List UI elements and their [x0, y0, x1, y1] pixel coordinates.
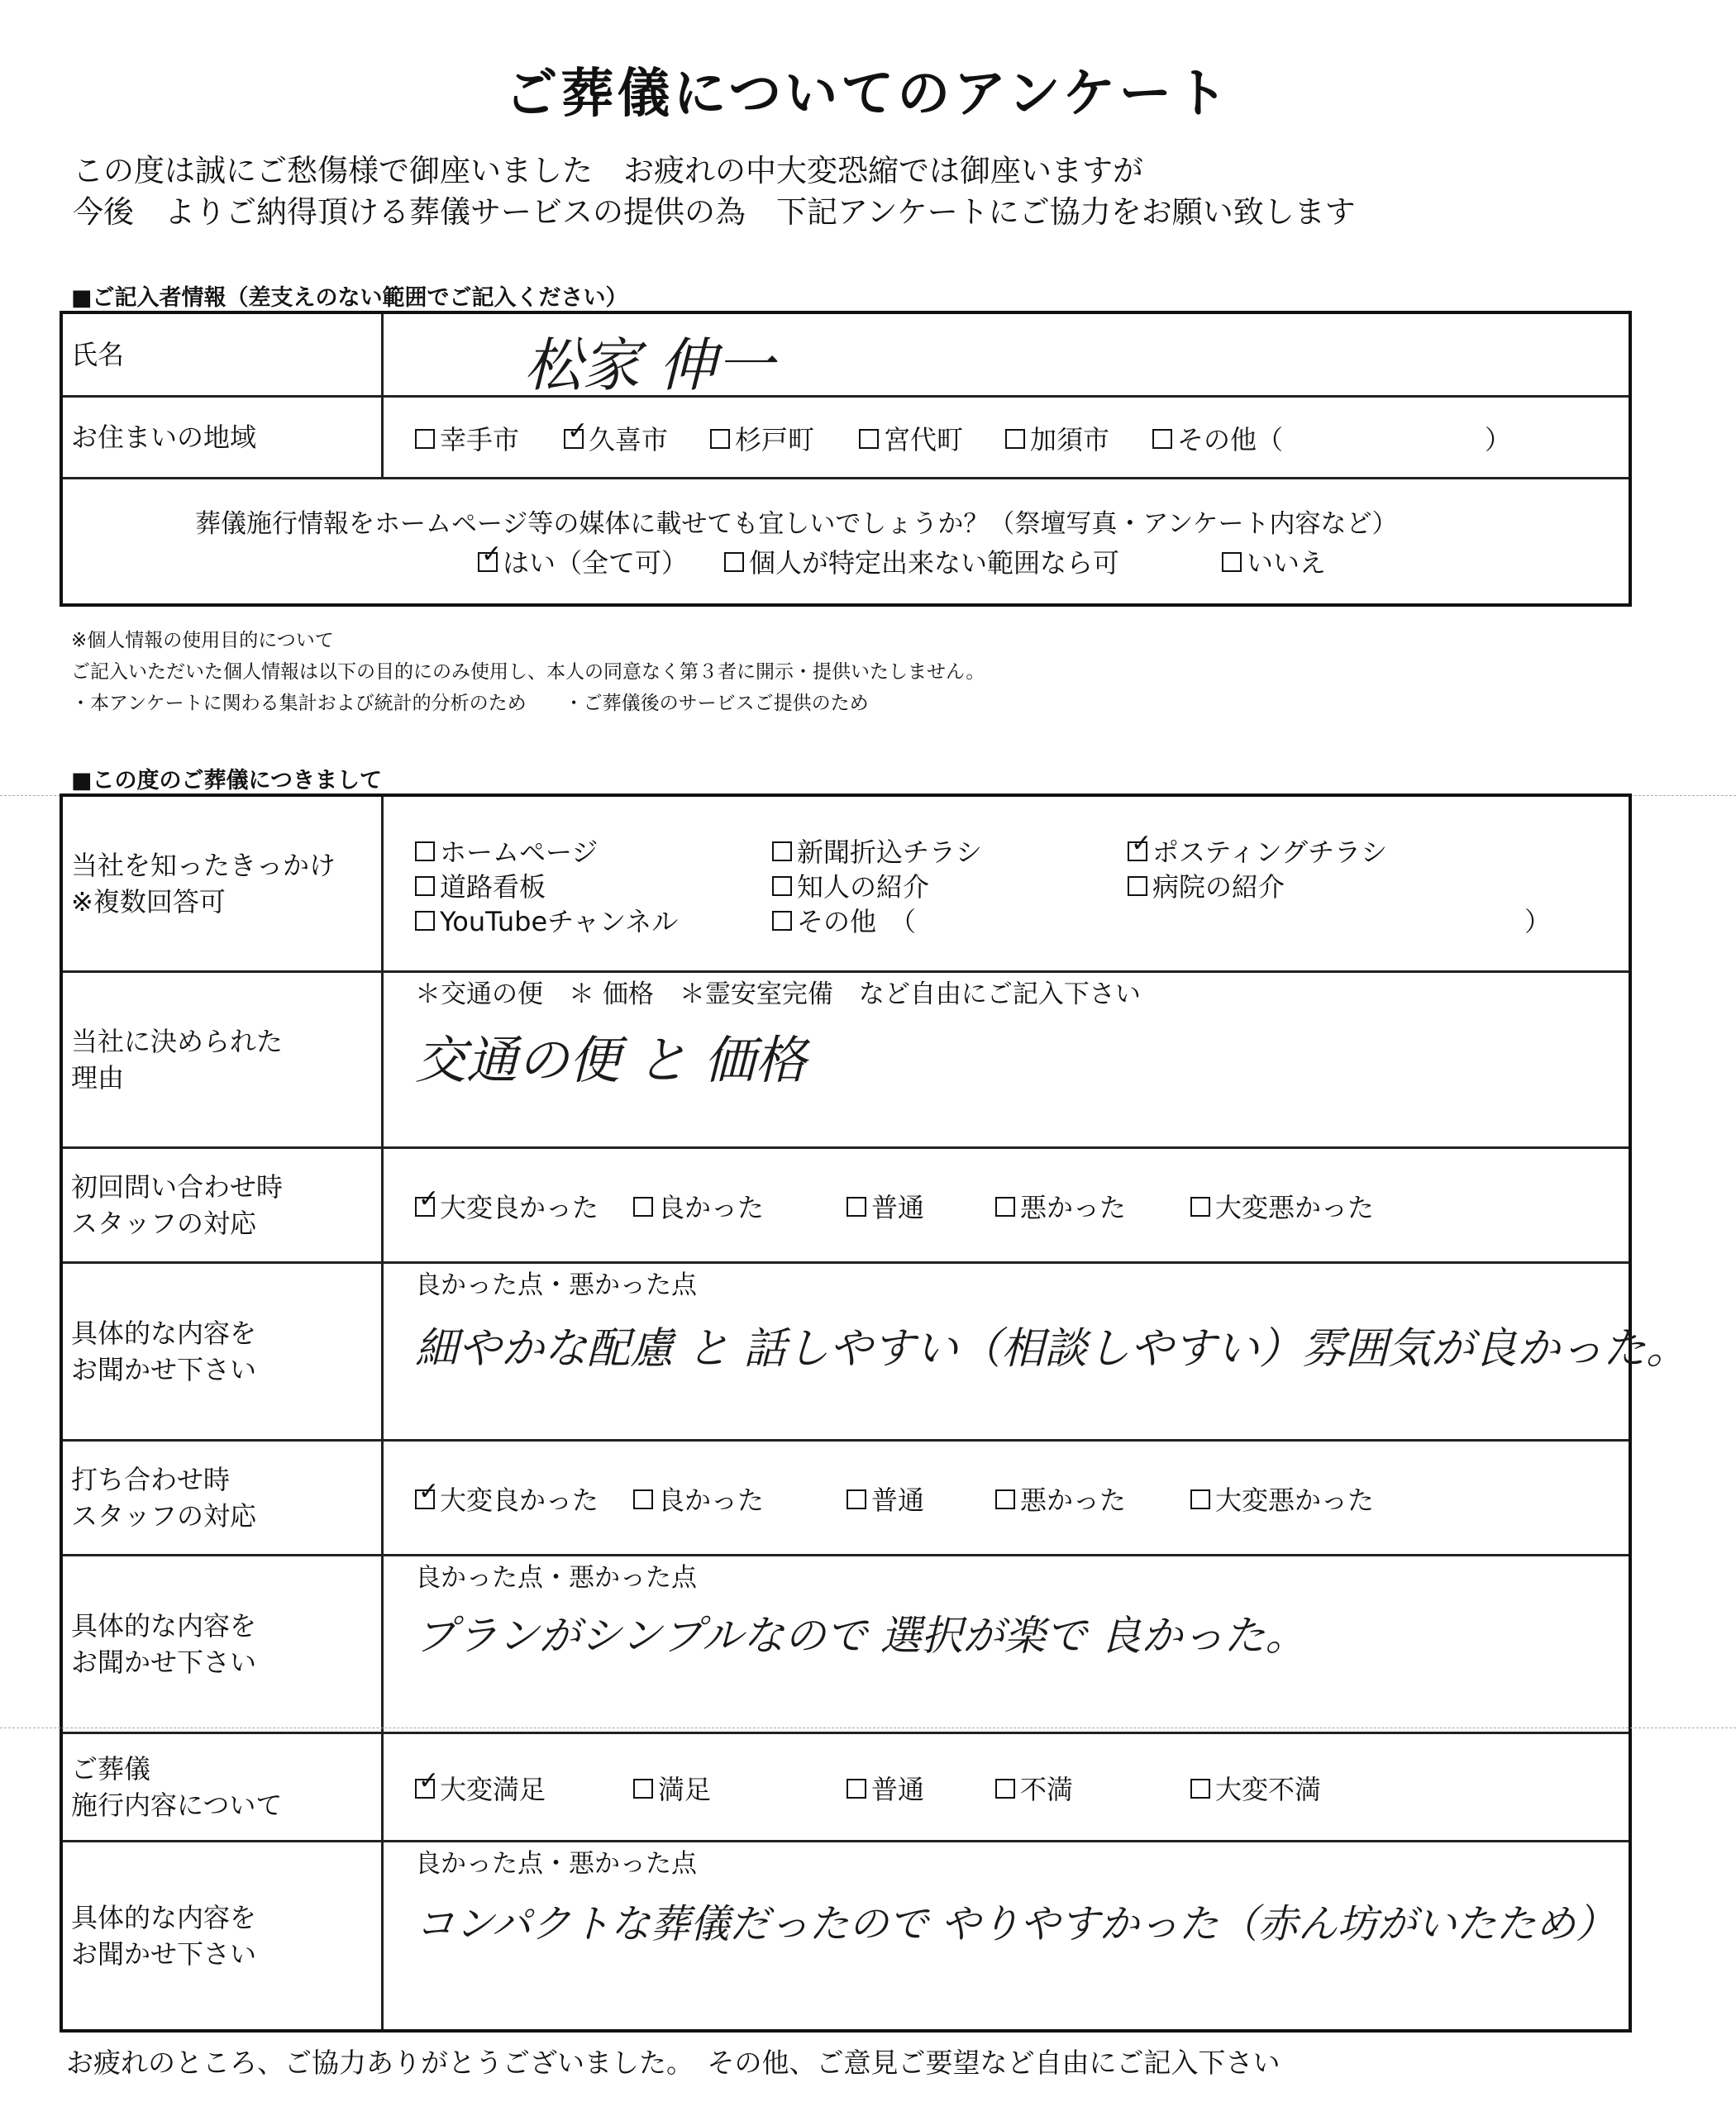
checkbox-icon — [995, 1779, 1015, 1799]
checkbox-icon — [772, 911, 792, 931]
region-cell — [383, 397, 1631, 479]
checkbox-icon — [415, 1477, 440, 1509]
checkbox-icon — [415, 876, 435, 896]
checkbox-icon — [415, 1184, 440, 1217]
q3-cell — [383, 1148, 1631, 1263]
checkmark-icon: ✓ — [567, 417, 589, 446]
checkbox-icon — [1128, 876, 1147, 896]
q7-option-dissatisfied[interactable]: 不満 — [995, 1769, 1073, 1807]
q1-option-posting[interactable]: ✓ ポスティングチラシ — [1128, 832, 1387, 870]
privacy-text: ご記入いただいた個人情報は以下の目的にのみ使用し、本人の同意なく第３者に開示・提供いたしません。 — [71, 661, 985, 683]
q7-label: ご葬儀 施行内容について — [61, 1733, 383, 1842]
intro-line-1: この度は誠にご愁傷様で御座いました お疲れの中大変恐縮では御座いますが — [73, 153, 1143, 188]
q8-hint: 良かった点・悪かった点 — [415, 1849, 697, 1879]
q4-hint: 良かった点・悪かった点 — [415, 1270, 697, 1300]
publish-option-partial[interactable]: 個人が特定出来ない範囲なら可 — [724, 542, 1119, 580]
q3-option-good[interactable]: 良かった — [633, 1187, 764, 1225]
q2-cell[interactable] — [383, 972, 1631, 1148]
checkbox-icon — [772, 876, 792, 896]
q1-option-acquaintance[interactable]: 知人の紹介 — [772, 866, 929, 904]
checkmark-icon: ✓ — [418, 1184, 440, 1213]
q1-cell — [383, 795, 1631, 972]
intro-line-2: 今後 よりご納得頂ける葬儀サービスの提供の為 下記アンケートにご協力をお願い致します — [73, 194, 1356, 230]
q5-option-very-good[interactable]: ✓ 大変良かった — [415, 1480, 599, 1518]
publish-question: 葬儀施行情報をホームページ等の媒体に載せても宜しいでしょうか？（祭壇写真・アンケート内容など） — [195, 509, 1398, 539]
checkbox-icon — [633, 1197, 653, 1217]
q3-option-very-good[interactable]: ✓ 大変良かった — [415, 1187, 599, 1225]
checkmark-icon: ✓ — [418, 1766, 440, 1795]
checkmark-icon: ✓ — [418, 1477, 440, 1506]
checkbox-icon — [710, 429, 730, 449]
checkbox-icon — [995, 1489, 1015, 1509]
checkbox-icon — [847, 1779, 866, 1799]
page-title: ご葬儀についてのアンケート — [504, 64, 1232, 125]
q4-label: 具体的な内容を お聞かせ下さい — [61, 1263, 383, 1441]
q4-cell[interactable] — [383, 1263, 1690, 1441]
q8-label: 具体的な内容を お聞かせ下さい — [61, 1842, 383, 2032]
q1-option-roadsign[interactable]: 道路看板 — [415, 866, 546, 904]
checkbox-icon — [564, 417, 589, 449]
q5-option-very-bad[interactable]: 大変悪かった — [1190, 1480, 1374, 1518]
checkbox-icon — [1222, 552, 1242, 572]
publish-option-yes[interactable]: ✓ はい（全て可） — [478, 542, 688, 580]
q3-option-very-bad[interactable]: 大変悪かった — [1190, 1187, 1374, 1225]
q1-option-homepage[interactable]: ホームページ — [415, 832, 598, 870]
checkbox-icon — [847, 1197, 866, 1217]
q6-handwritten-answer: プランがシンプルなので 選択が楽で 良かった。 — [415, 1612, 1307, 1660]
q6-cell[interactable] — [383, 1556, 1631, 1733]
publish-option-no[interactable]: いいえ — [1222, 542, 1326, 580]
q7-option-very-satisfied[interactable]: ✓ 大変満足 — [415, 1769, 546, 1807]
checkbox-icon — [633, 1489, 653, 1509]
q7-option-normal[interactable]: 普通 — [847, 1769, 924, 1807]
q5-option-normal[interactable]: 普通 — [847, 1480, 924, 1518]
q6-label: 具体的な内容を お聞かせ下さい — [61, 1556, 383, 1733]
q8-handwritten-answer: コンパクトな葬儀だったので やりやすかった（赤ん坊がいたため） — [415, 1901, 1615, 1947]
q1-other-close: ） — [1524, 906, 1552, 937]
checkbox-icon — [1128, 829, 1152, 861]
name-handwritten: 松家 伸一 — [524, 331, 775, 399]
region-option-other[interactable]: その他（ — [1152, 419, 1283, 457]
checkbox-icon — [1152, 429, 1172, 449]
region-option-sugito[interactable]: 杉戸町 — [710, 419, 814, 457]
checkbox-icon — [859, 429, 879, 449]
q1-option-other[interactable]: その他 （ — [772, 901, 916, 939]
footer-thanks: お疲れのところ、ご協力ありがとうございました。 その他、ご意見ご要望など自由にご記入下さい — [66, 2047, 1281, 2079]
checkbox-icon — [1005, 429, 1025, 449]
name-label: 氏名 — [61, 312, 383, 397]
q5-label: 打ち合わせ時 スタッフの対応 — [61, 1441, 383, 1556]
q7-cell — [383, 1733, 1631, 1842]
q2-hint: ＊交通の便 ＊ 価格 ＊霊安室完備 など自由にご記入下さい — [415, 979, 1141, 1009]
checkbox-icon — [1190, 1779, 1210, 1799]
checkmark-icon: ✓ — [481, 540, 503, 569]
q5-option-bad[interactable]: 悪かった — [995, 1480, 1126, 1518]
region-other-close: ） — [1485, 424, 1512, 455]
checkbox-icon — [415, 429, 435, 449]
section-funeral-label: ■この度のご葬儀につきまして — [71, 768, 382, 794]
q7-option-very-dissatisfied[interactable]: 大変不満 — [1190, 1769, 1321, 1807]
checkbox-icon — [772, 841, 792, 861]
name-cell[interactable] — [383, 312, 1631, 397]
region-option-kuki[interactable]: ✓ 久喜市 — [564, 419, 668, 457]
q1-option-newspaper[interactable]: 新聞折込チラシ — [772, 832, 982, 870]
privacy-purposes: ・本アンケートに関わる集計および統計的分析のため ・ご葬儀後のサービスご提供のため — [71, 693, 869, 714]
checkbox-icon — [724, 552, 744, 572]
region-option-kazo[interactable]: 加須市 — [1005, 419, 1109, 457]
writer-info-table — [60, 311, 1632, 607]
checkmark-icon: ✓ — [1131, 829, 1152, 858]
checkbox-icon — [415, 911, 435, 931]
q7-option-satisfied[interactable]: 満足 — [633, 1769, 711, 1807]
section-writer-info-label: ■ご記入者情報（差支えのない範囲でご記入ください） — [71, 285, 628, 311]
q8-cell[interactable] — [383, 1842, 1631, 2032]
q6-hint: 良かった点・悪かった点 — [415, 1563, 697, 1593]
q2-label: 当社に決められた 理由 — [61, 972, 383, 1148]
publish-cell — [61, 479, 1630, 606]
q3-label: 初回問い合わせ時 スタッフの対応 — [61, 1148, 383, 1263]
q4-handwritten-answer: 細やかな配慮 と 話しやすい（相談しやすい）雰囲気が良かった。 — [415, 1324, 1690, 1374]
privacy-heading: ※個人情報の使用目的について — [71, 630, 334, 651]
q1-option-hospital[interactable]: 病院の紹介 — [1128, 866, 1285, 904]
q1-label: 当社を知ったきっかけ ※複数回答可 — [61, 795, 383, 972]
q5-cell — [383, 1441, 1631, 1556]
checkbox-icon — [995, 1197, 1015, 1217]
q1-option-youtube[interactable]: YouTubeチャンネル — [415, 901, 678, 939]
region-label: お住まいの地域 — [61, 397, 383, 479]
checkbox-icon — [847, 1489, 866, 1509]
q2-handwritten-answer: 交通の便 と 価格 — [415, 1030, 807, 1090]
checkbox-icon — [415, 1766, 440, 1799]
q5-option-good[interactable]: 良かった — [633, 1480, 764, 1518]
checkbox-icon — [1190, 1489, 1210, 1509]
region-option-miyashiro[interactable]: 宮代町 — [859, 419, 963, 457]
q3-option-bad[interactable]: 悪かった — [995, 1187, 1126, 1225]
region-option-satte[interactable]: 幸手市 — [415, 419, 519, 457]
checkbox-icon — [1190, 1197, 1210, 1217]
checkbox-icon — [633, 1779, 653, 1799]
checkbox-icon — [478, 540, 503, 572]
checkbox-icon — [415, 841, 435, 861]
q3-option-normal[interactable]: 普通 — [847, 1187, 924, 1225]
funeral-survey-table — [60, 794, 1690, 2033]
